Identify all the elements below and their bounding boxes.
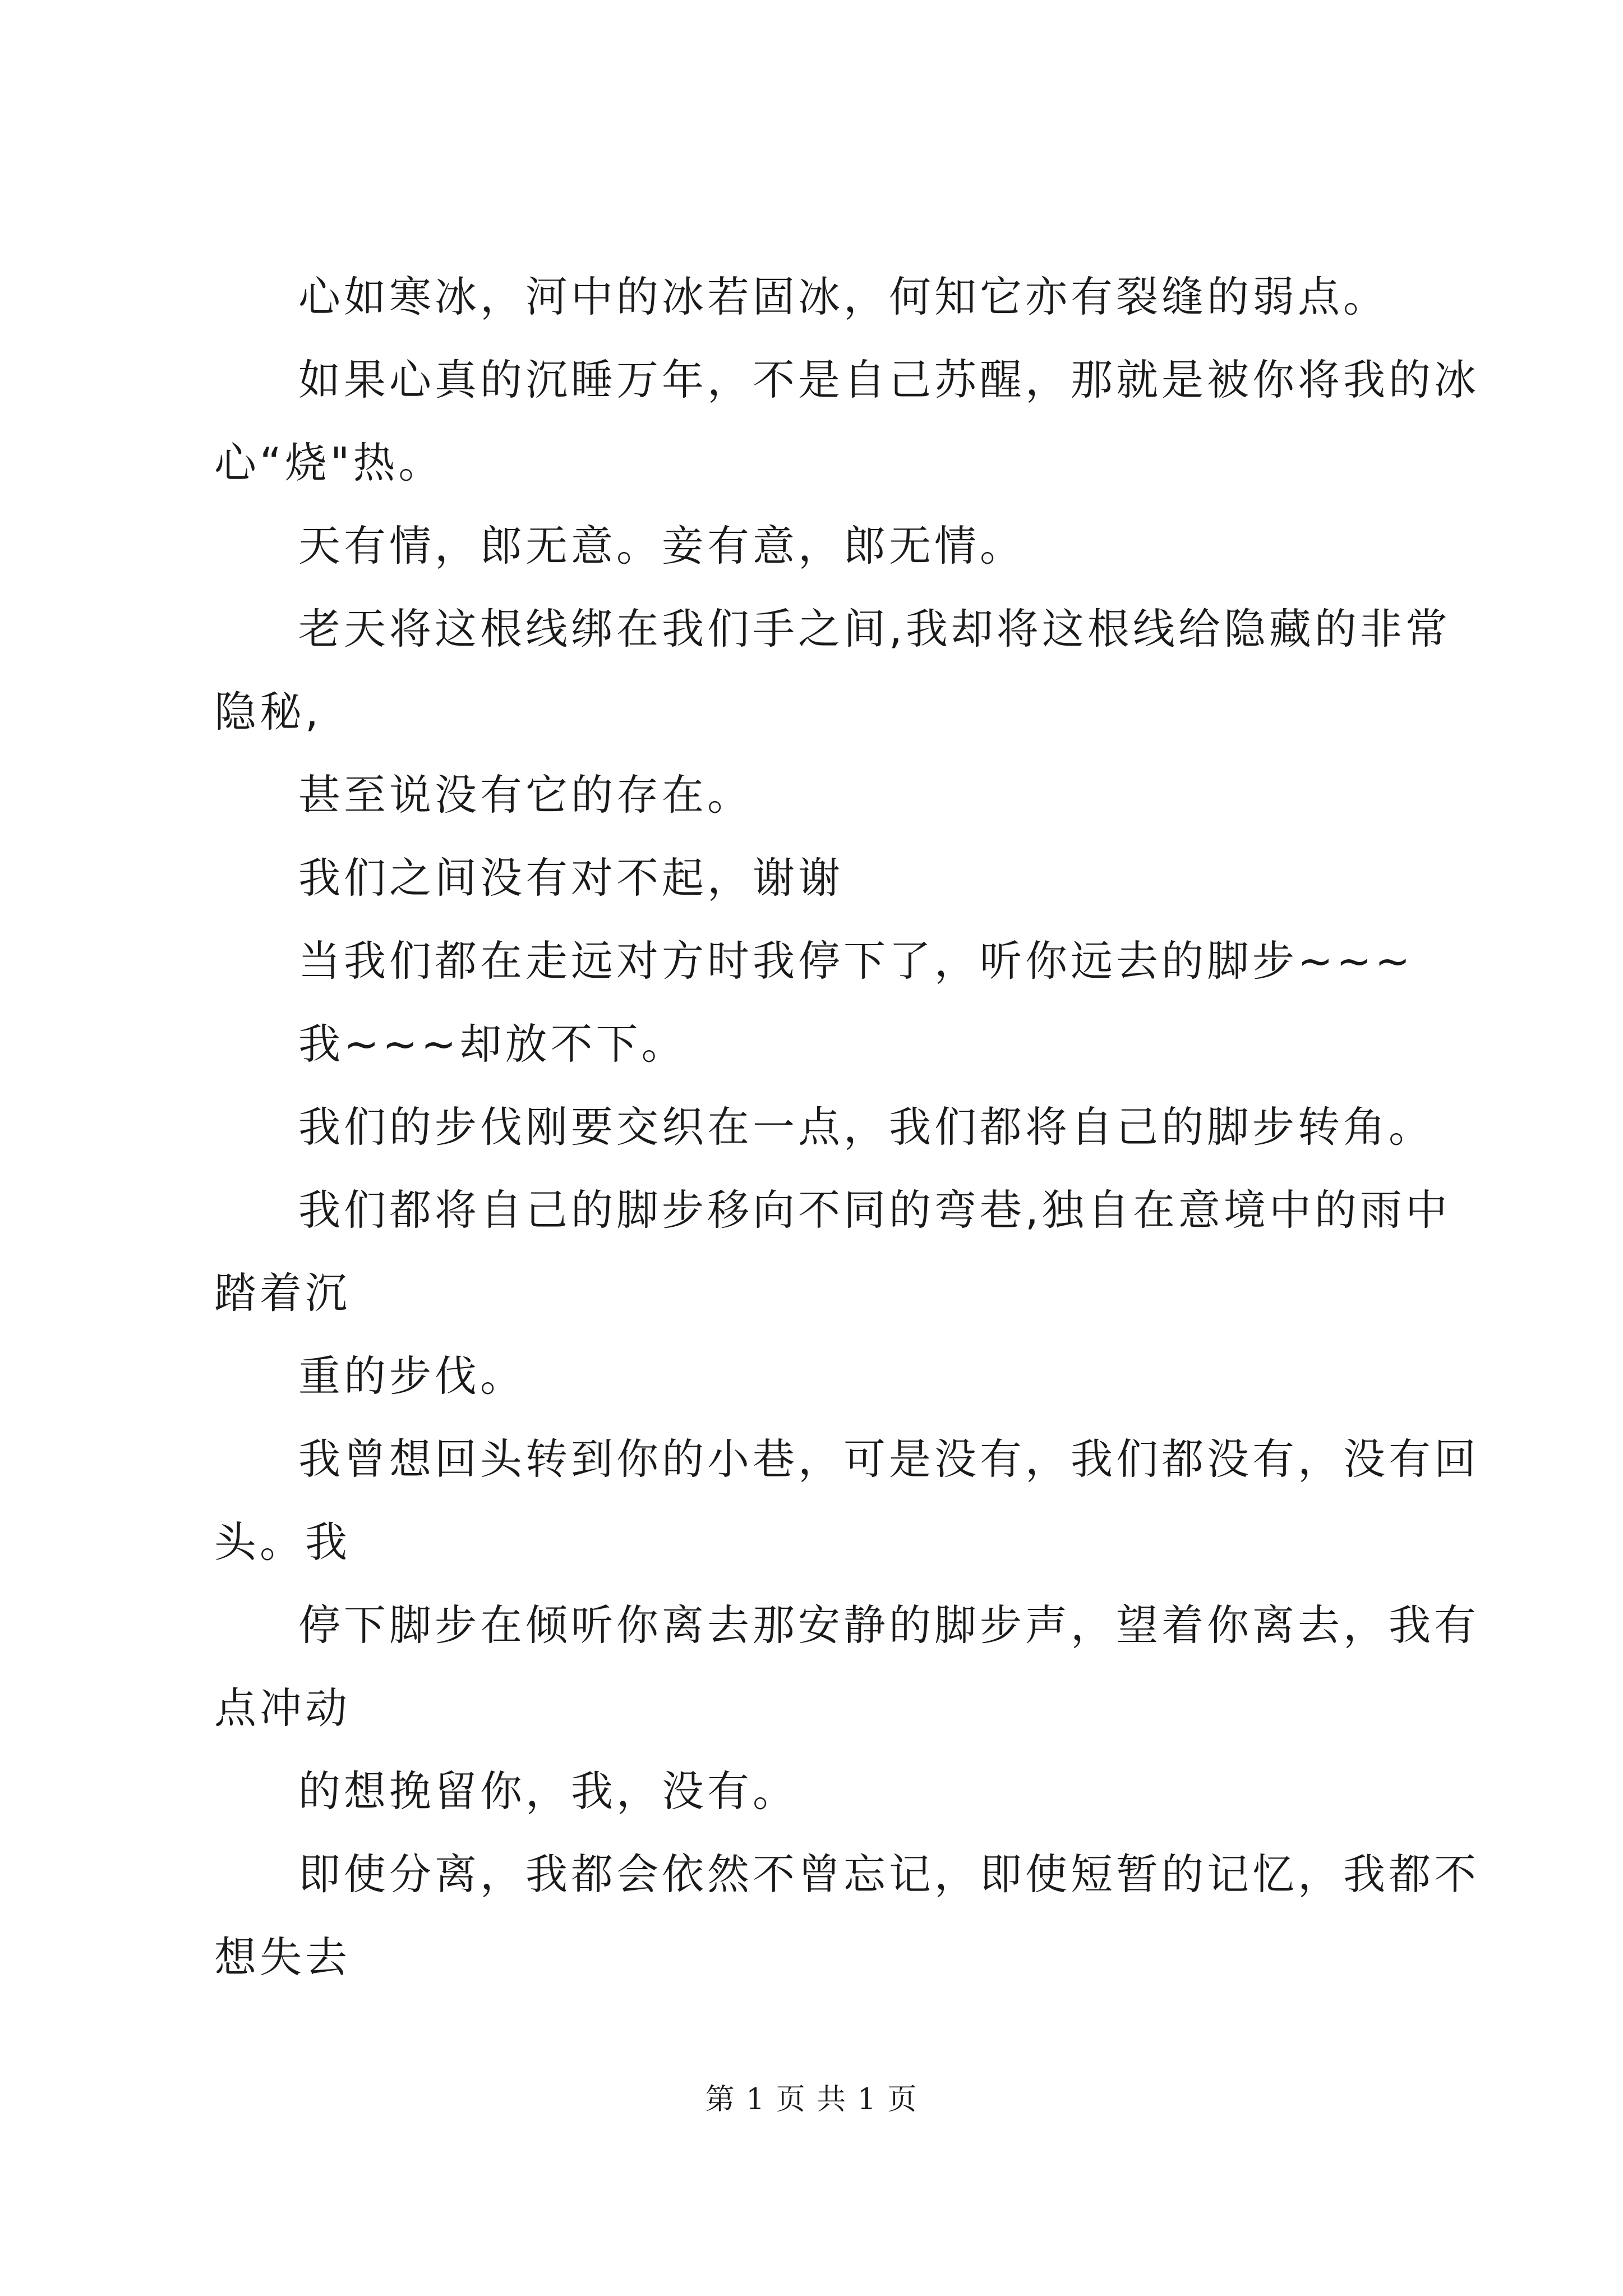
text-line-14: 重的步伐。 (298, 1351, 526, 1401)
text-line-3: 心“烧"热。 (214, 438, 444, 487)
text-line-12: 我们都将自己的脚步移向不同的弯巷,独自在意境中的雨中 (298, 1185, 1451, 1235)
text-line-13: 踏着沉 (214, 1268, 351, 1318)
page-footer: 第 1 页 共 1 页 (705, 2083, 918, 2116)
text-line-20: 即使分离，我都会依然不曾忘记，即使短暂的记忆，我都不 (298, 1849, 1480, 1899)
text-line-5: 老天将这根线绑在我们手之间,我却将这根线给隐藏的非常 (298, 604, 1451, 654)
text-line-8: 我们之间没有对不起，谢谢 (298, 853, 844, 903)
text-line-1: 心如寒冰，河中的冰若固冰，何知它亦有裂缝的弱点。 (298, 272, 1389, 321)
text-line-11: 我们的步伐刚要交织在一点，我们都将自己的脚步转角。 (298, 1102, 1435, 1152)
document-body (214, 255, 1480, 1999)
text-line-15: 我曾想回头转到你的小巷，可是没有，我们都没有，没有回 (298, 1434, 1480, 1484)
text-line-6: 隐秘, (214, 687, 322, 737)
text-line-4: 天有情，郎无意。妾有意，郎无情。 (298, 521, 1026, 570)
text-line-7: 甚至说没有它的存在。 (298, 770, 753, 820)
text-line-21: 想失去 (214, 1932, 351, 1982)
text-line-18: 点冲动 (214, 1683, 351, 1733)
text-line-9: 当我们都在走远对方时我停下了，听你远去的脚步~~~ (298, 936, 1414, 986)
text-line-2: 如果心真的沉睡万年，不是自己苏醒，那就是被你将我的冰 (298, 355, 1480, 404)
text-line-19: 的想挽留你，我，没有。 (298, 1766, 799, 1816)
text-line-16: 头。我 (214, 1517, 351, 1567)
text-line-10: 我~~~却放不下。 (298, 1019, 687, 1069)
text-line-17: 停下脚步在倾听你离去那安静的脚步声，望着你离去，我有 (298, 1600, 1480, 1650)
